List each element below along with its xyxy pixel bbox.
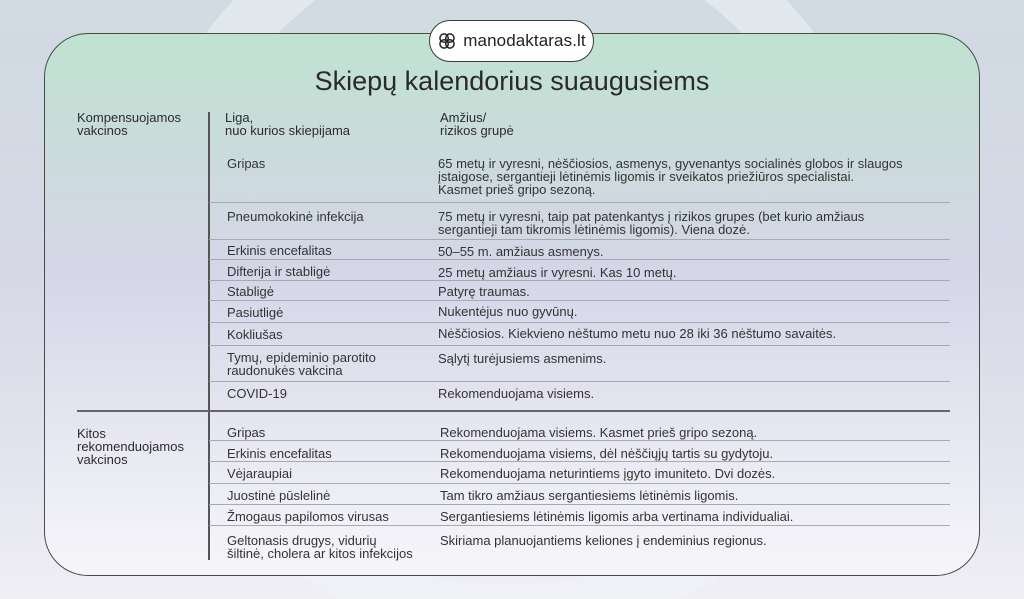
clover-knot-icon — [437, 31, 457, 51]
category-label-recommended — [77, 427, 184, 466]
table-row-disease — [227, 387, 287, 400]
disease-text: Erkinis encefalitas — [227, 446, 332, 461]
group-text: Rekomenduojama neturintiems įgyto imuniteto. Dvi dozės. — [440, 466, 776, 481]
table-row-disease — [227, 447, 332, 460]
group-text: Sergantiesiems lėtinėmis ligomis arba vertinama individualiai. — [440, 509, 794, 524]
page-title: Skiepų kalendorius suaugusiems — [314, 66, 710, 96]
group-text: 50–55 m. amžiaus asmenys. — [438, 244, 604, 259]
category-label-compensated — [77, 111, 181, 137]
group-text: Nukentėjus nuo gyvūnų. — [438, 304, 578, 319]
group-text: Patyrę traumas. — [438, 284, 530, 299]
table-row-disease — [227, 157, 265, 170]
category-line: Kompensuojamos — [77, 110, 182, 125]
column-divider — [208, 112, 210, 560]
header-line: rizikos grupė — [440, 123, 514, 138]
row-separator — [209, 381, 950, 382]
disease-text: raudonukės vakcina — [227, 363, 343, 378]
table-row-disease — [227, 328, 283, 341]
header-line: Amžius/ — [440, 110, 487, 125]
disease-text: Pasiutligė — [227, 305, 284, 320]
table-row-group — [438, 266, 676, 279]
disease-text: Juostinė pūslelinė — [227, 488, 331, 503]
logo-text: manodaktaras.lt — [463, 31, 586, 50]
row-separator — [209, 461, 950, 462]
table-row-group — [440, 489, 738, 502]
disease-text: Pneumokokinė infekcija — [227, 209, 364, 224]
disease-text: COVID-19 — [227, 386, 287, 401]
disease-text: Erkinis encefalitas — [227, 243, 332, 258]
brand-logo[interactable] — [429, 20, 594, 62]
category-line: Kitos — [77, 426, 106, 441]
category-line: vakcinos — [77, 452, 128, 467]
disease-text: Geltonasis drugys, vidurių — [227, 533, 377, 548]
table-row-disease — [227, 467, 292, 480]
disease-text: Vėjaraupiai — [227, 466, 293, 481]
disease-text: Žmogaus papilomos virusas — [227, 509, 389, 524]
row-separator — [209, 322, 950, 323]
table-row-group — [440, 467, 775, 480]
table-row-group — [440, 510, 793, 523]
group-text: sergantieji tam tikromis lėtinėmis ligomis). Viena dozė. — [438, 222, 750, 237]
table-row-disease — [227, 244, 332, 257]
disease-text: Stabligė — [227, 284, 274, 299]
header-line: nuo kurios skiepijama — [225, 123, 351, 138]
group-text: Sąlytį turėjusiems asmenims. — [438, 351, 607, 366]
disease-text: šiltinė, cholera ar kitos infekcijos — [227, 546, 413, 561]
group-text: 25 metų amžiaus ir vyresni. Kas 10 metų. — [438, 265, 677, 280]
table-row-group — [438, 305, 577, 318]
disease-text: Tymų, epideminio parotito — [227, 350, 376, 365]
group-text: 65 metų ir vyresni, nėščiosios, asmenys, gyvenantys socialinės globos ir slaugos — [438, 156, 903, 171]
table-row-group — [438, 387, 594, 400]
group-text: Kasmet prieš gripo sezoną. — [438, 182, 596, 197]
row-separator — [209, 280, 950, 281]
group-text: Nėščiosios. Kiekvieno nėštumo metu nuo 28 iki 36 nėštumo savaitės. — [438, 326, 837, 341]
group-text: Skiriama planuojantiems keliones į endeminius regionus. — [440, 533, 767, 548]
header-line: Liga, — [225, 110, 254, 125]
group-text: Rekomenduojama visiems, dėl nėščiųjų tartis su gydytoju. — [440, 446, 774, 461]
table-row-group — [438, 352, 606, 365]
row-separator — [209, 504, 950, 505]
group-text: įstaigose, sergantieji lėtinėmis ligomis ir sveikatos priežiūros specialistai. — [438, 169, 855, 184]
row-separator — [209, 239, 950, 240]
table-row-disease — [227, 534, 413, 560]
table-row-disease — [227, 265, 330, 278]
disease-text: Gripas — [227, 156, 266, 171]
table-row-disease — [227, 351, 376, 377]
table-row-group — [440, 447, 773, 460]
table-row-group — [438, 210, 864, 236]
row-separator — [209, 345, 950, 346]
table-row-group — [438, 285, 530, 298]
table-row-group — [438, 157, 903, 196]
group-text: Tam tikro amžiaus sergantiesiems lėtinėmis ligomis. — [440, 488, 739, 503]
table-row-disease — [227, 306, 283, 319]
table-row-disease — [227, 210, 364, 223]
table-row-group — [440, 534, 767, 547]
table-row-disease — [227, 285, 274, 298]
table-row-group — [438, 245, 603, 258]
group-text: Rekomenduojama visiems. Kasmet prieš gripo sezoną. — [440, 425, 758, 440]
disease-text: Kokliušas — [227, 327, 283, 342]
category-line: rekomenduojamos — [77, 439, 184, 454]
table-row-group — [438, 327, 836, 340]
column-header-disease — [225, 111, 350, 137]
column-header-age-group — [440, 111, 514, 137]
table-row-disease — [227, 489, 330, 502]
row-separator — [209, 259, 950, 260]
table-row-disease — [227, 510, 389, 523]
row-separator — [209, 483, 950, 484]
row-separator — [209, 440, 950, 441]
category-line: vakcinos — [77, 123, 128, 138]
disease-text: Difterija ir stabligė — [227, 264, 331, 279]
group-text: 75 metų ir vyresni, taip pat patenkantys į rizikos grupes (bet kurio amžiaus — [438, 209, 865, 224]
row-separator — [209, 300, 950, 301]
group-text: Rekomenduojama visiems. — [438, 386, 595, 401]
table-row-disease — [227, 426, 265, 439]
row-separator — [209, 202, 950, 203]
section-divider — [77, 410, 950, 412]
disease-text: Gripas — [227, 425, 266, 440]
row-separator — [209, 525, 950, 526]
table-row-group — [440, 426, 757, 439]
